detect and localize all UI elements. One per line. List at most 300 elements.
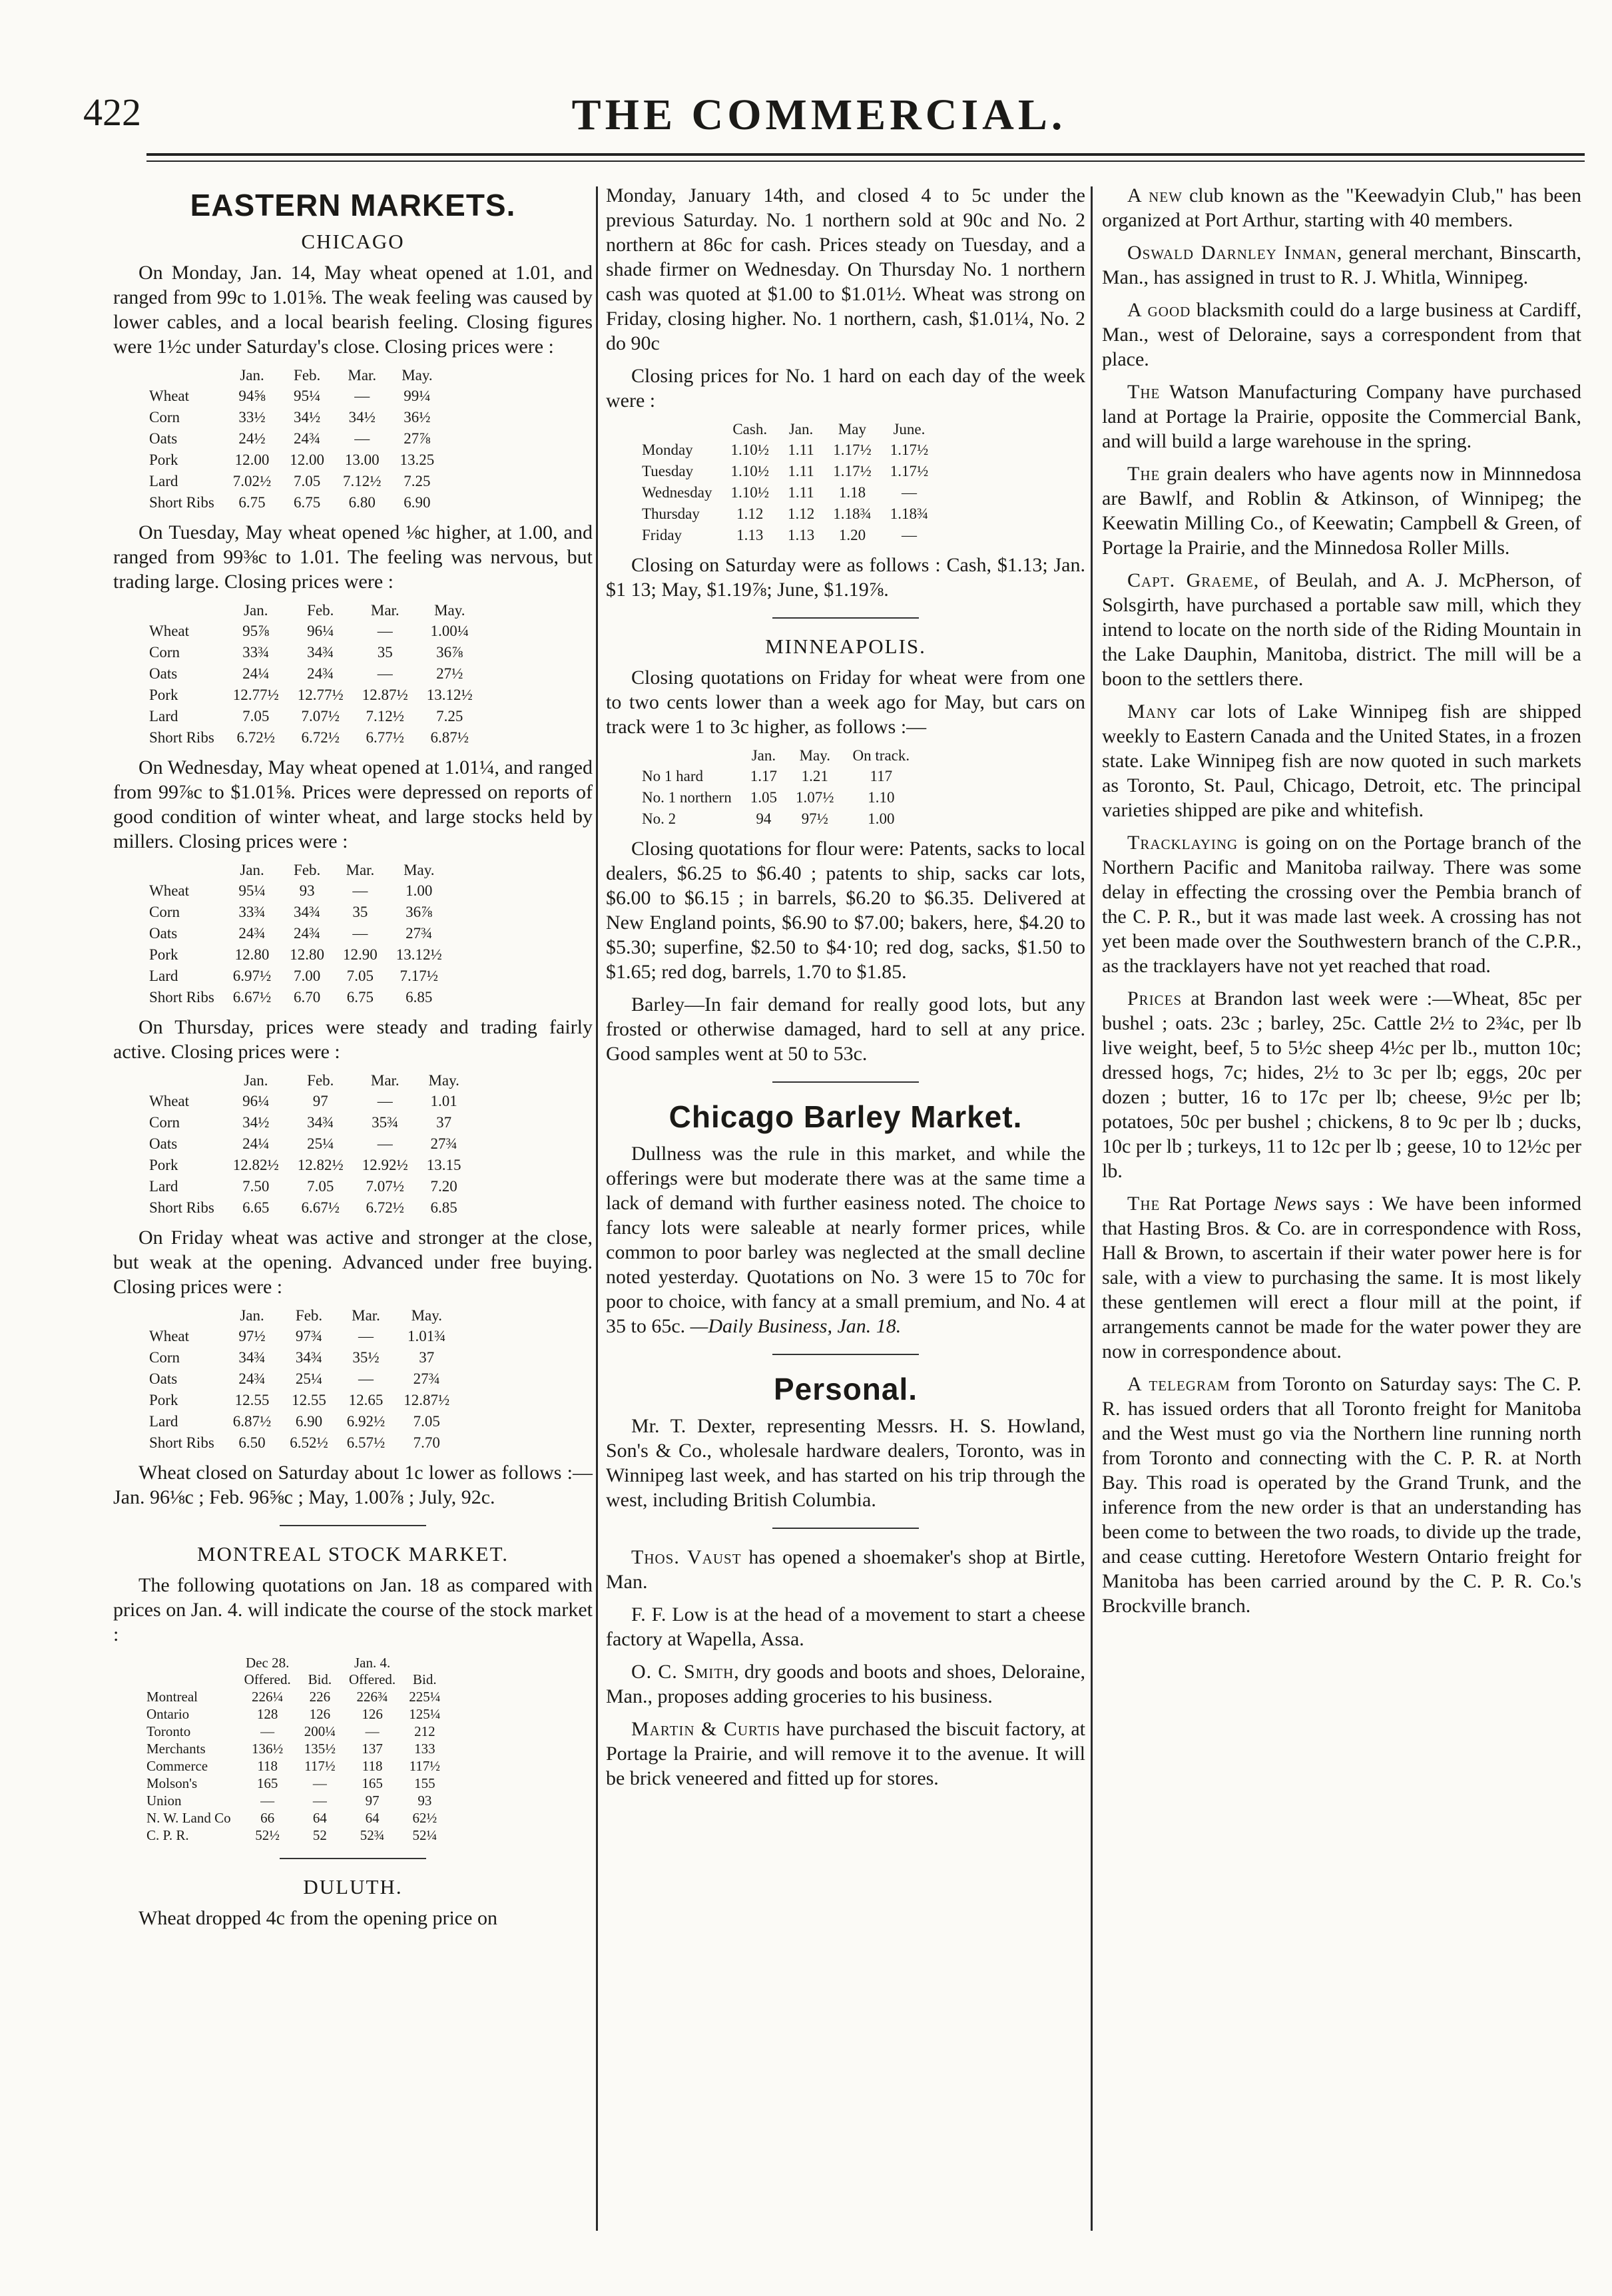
table-cell: 35 bbox=[377, 644, 393, 661]
chicago-barley-paragraph: Dullness was the rule in this market, and while the offerings were but moderate there was at the same time a lack of demand with further easiness noted. The choice to fancy lots were saleable at nearly former prices, while common to poor barley was neglected at the small decline noted yesterday. Quotations on No. 3 were 15 to 70c for poor to choice, with fancy at a small premium, and No. 4 at 35 to 65c. —Daily Business, Jan. 18. bbox=[606, 1143, 1085, 1337]
montreal-paragraph: The following quotations on Jan. 18 as compared with prices on Jan. 4. will indicate the course of the stock market : bbox=[113, 1574, 593, 1645]
table-cell: 7.00 bbox=[294, 968, 321, 984]
table-cell: 95¼ bbox=[238, 882, 266, 899]
table-cell: 225¼ bbox=[409, 1689, 441, 1705]
table-row bbox=[140, 1809, 447, 1827]
table-cell: Pork bbox=[149, 451, 178, 468]
table-cell: 33½ bbox=[238, 409, 266, 426]
table-row bbox=[140, 880, 451, 902]
friday-prices-table bbox=[140, 1307, 459, 1454]
table-cell: 117½ bbox=[409, 1758, 441, 1774]
table-cell: 62½ bbox=[412, 1810, 437, 1826]
column-header: Mar. bbox=[346, 862, 375, 878]
table-cell: 133 bbox=[414, 1741, 435, 1757]
eastern-markets-heading: EASTERN MARKETS. bbox=[190, 188, 516, 222]
table-cell: — bbox=[312, 1775, 327, 1791]
table-cell: 1.11 bbox=[788, 441, 814, 458]
column-header: May. bbox=[799, 747, 830, 764]
table-cell: 24¼ bbox=[242, 1135, 270, 1152]
column-header: Feb. bbox=[295, 1307, 323, 1324]
table-row bbox=[633, 808, 919, 830]
column-header: May. bbox=[428, 1072, 459, 1089]
minneapolis-header-row bbox=[633, 747, 919, 766]
table-cell: 7.05 bbox=[307, 1178, 334, 1195]
column-header bbox=[633, 747, 741, 766]
table-cell: Friday bbox=[642, 527, 682, 543]
table-cell: Merchants bbox=[146, 1741, 206, 1757]
table-cell: 1.13 bbox=[736, 527, 764, 543]
table-cell: 6.92½ bbox=[346, 1413, 386, 1430]
table-cell: Lard bbox=[149, 708, 178, 724]
table-cell: Oats bbox=[149, 925, 178, 942]
table-row bbox=[140, 1155, 471, 1176]
table-cell: 118 bbox=[257, 1758, 278, 1774]
news-item: Tracklaying is going on on the Portage branch of the Northern Pacific and Manitoba railway. There was some delay in effecting the crossing over the Pembia branch of the C. P. R., but it was made last week. A crossing has not yet been made over the Southwestern branch of the C.P.R., as the tracklayers have not yet reached that road. bbox=[1102, 832, 1581, 977]
table-cell: 212 bbox=[414, 1723, 435, 1739]
table-cell: 1.18¾ bbox=[833, 505, 872, 522]
table-cell: N. W. Land Co bbox=[146, 1810, 231, 1826]
table-cell: — bbox=[358, 1370, 374, 1387]
table-row bbox=[140, 428, 443, 449]
table-cell: 7.12½ bbox=[366, 708, 405, 724]
table-cell: 1.01¾ bbox=[407, 1328, 446, 1344]
table-row bbox=[140, 1112, 471, 1133]
minneapolis-table bbox=[633, 747, 919, 830]
table-cell: — bbox=[354, 430, 370, 447]
personal-low: F. F. Low is at the head of a movement to start a cheese factory at Wapella, Assa. bbox=[606, 1603, 1085, 1650]
table-cell: 7.05 bbox=[413, 1413, 440, 1430]
table-cell: 12.90 bbox=[343, 946, 378, 963]
table-cell: Wheat bbox=[149, 1328, 190, 1344]
column-header bbox=[140, 1655, 238, 1671]
table-row bbox=[140, 1688, 447, 1705]
table-cell: 52 bbox=[312, 1827, 327, 1843]
thursday-prices-table bbox=[140, 1072, 471, 1219]
barley-paragraph: Barley—In fair demand for really good lots, but any frosted or otherwise damaged, hard to sell at any price. Good samples went at 50 to 53c. bbox=[606, 994, 1085, 1065]
table-row bbox=[140, 1757, 447, 1775]
column-header bbox=[140, 367, 224, 386]
table-cell: 24¾ bbox=[238, 1370, 266, 1387]
table-cell: 35½ bbox=[352, 1349, 380, 1366]
table-cell: Wednesday bbox=[642, 484, 712, 501]
table-cell: 52¼ bbox=[412, 1827, 437, 1843]
table-cell: 1.18 bbox=[838, 484, 866, 501]
table-cell: 12.77½ bbox=[297, 687, 344, 703]
table-cell: — bbox=[358, 1328, 374, 1344]
table-cell: 13.12½ bbox=[426, 687, 473, 703]
table-cell: 34¾ bbox=[295, 1349, 323, 1366]
table-cell: 27½ bbox=[436, 665, 463, 682]
table-header-row bbox=[140, 1072, 471, 1091]
section-separator bbox=[113, 1518, 593, 1533]
section-separator bbox=[606, 1520, 1085, 1536]
column-2 bbox=[606, 183, 1085, 1799]
table-cell: Short Ribs bbox=[149, 1199, 214, 1216]
table-row bbox=[140, 727, 482, 748]
table-cell: 6.67½ bbox=[301, 1199, 340, 1216]
table-cell: Molson's bbox=[146, 1775, 198, 1791]
table-cell: 1.00¼ bbox=[430, 623, 469, 639]
table-cell: 6.72½ bbox=[301, 729, 340, 746]
wednesday-paragraph: On Wednesday, May wheat opened at 1.01¼, and ranged from 99⅞c to $1.01⅝. Prices were depressed on reports of good condition of winter wheat, and large stocks held by millers. Closing prices were : bbox=[113, 756, 593, 852]
table-cell: 52¾ bbox=[360, 1827, 385, 1843]
personal-smith: O. C. Smith, dry goods and boots and shoes, Deloraine, Man., proposes adding groceries to his business. bbox=[606, 1661, 1085, 1707]
table-cell: 136½ bbox=[252, 1741, 284, 1757]
masthead bbox=[40, 90, 1571, 156]
table-cell: 155 bbox=[414, 1775, 435, 1791]
table-cell: 64 bbox=[312, 1810, 327, 1826]
table-cell: 7.05 bbox=[242, 708, 270, 724]
table-row bbox=[140, 1176, 471, 1197]
table-cell: 34½ bbox=[348, 409, 376, 426]
table-cell: 1.10½ bbox=[730, 441, 769, 458]
table-cell: Corn bbox=[149, 1349, 180, 1366]
table-cell: 12.55 bbox=[292, 1392, 326, 1408]
table-cell: 97¾ bbox=[295, 1328, 323, 1344]
column-header: Cash. bbox=[732, 421, 768, 437]
table-cell: — bbox=[377, 623, 393, 639]
table-row bbox=[140, 407, 443, 428]
table-cell: 6.65 bbox=[242, 1199, 270, 1216]
news-item: The Rat Portage News says : We have been informed that Hasting Bros. & Co. are in correspondence with Ross, Hall & Brown, to ascertain if their water power here is for sale, with a view to purchasing the same. It is most likely these gentlemen will erect a flour mill at the point, if arrangements cannot be made for the water power they are now in correspondence about. bbox=[1102, 1193, 1581, 1362]
table-cell: 27¾ bbox=[405, 925, 433, 942]
table-cell: 6.70 bbox=[294, 989, 321, 1005]
table-row bbox=[633, 787, 919, 808]
table-cell: 118 bbox=[362, 1758, 383, 1774]
table-cell: 1.07½ bbox=[796, 789, 834, 806]
table-cell: 128 bbox=[256, 1706, 278, 1722]
tuesday-paragraph: On Tuesday, May wheat opened ⅛c higher, at 1.00, and ranged from 99⅜c to 1.01. The feeling was nervous, but trading large. Closing prices were : bbox=[113, 521, 593, 593]
column-header bbox=[140, 1671, 238, 1688]
column-header: May. bbox=[411, 1307, 442, 1324]
news-item: A telegram from Toronto on Saturday says: The C. P. R. has issued orders that all Toronto freight for Manitoba and the West must go via the Northern line running north from Toronto and connecting with the C. P. R. at North Bay. This road is operated by the Grand Trunk, and the inference from the new order is that an understanding has been come to between the two roads, to divide up the trade, and cease cutting. Heretofore Western Ontario freight for Manitoba has been carried around by the C. P. R. Co.'s Brockville branch. bbox=[1102, 1373, 1581, 1617]
table-cell: 34¾ bbox=[238, 1349, 266, 1366]
table-cell: 35¾ bbox=[372, 1114, 399, 1131]
column-header: Jan. bbox=[244, 602, 268, 619]
table-cell: 24¾ bbox=[294, 430, 321, 447]
table-cell: 97½ bbox=[801, 810, 828, 827]
table-cell: 6.97½ bbox=[232, 968, 272, 984]
table-cell: 7.05 bbox=[294, 473, 321, 489]
table-cell: 6.85 bbox=[430, 1199, 457, 1216]
chicago-heading: CHICAGO bbox=[301, 230, 405, 253]
table-cell: 7.25 bbox=[403, 473, 431, 489]
news-item: Oswald Darnley Inman, general merchant, Binscarth, Man., has assigned in trust to R. J. Whitla, Winnipeg. bbox=[1102, 242, 1581, 288]
table-cell: — bbox=[377, 1093, 393, 1109]
column-header: Jan. bbox=[751, 747, 776, 764]
table-cell: 12.87½ bbox=[403, 1392, 450, 1408]
duluth-heading: DULUTH. bbox=[303, 1875, 403, 1898]
table-cell: 1.17 bbox=[750, 768, 778, 784]
table-cell: 1.17½ bbox=[890, 441, 929, 458]
table-cell: 1.00 bbox=[868, 810, 895, 827]
table-cell: Lard bbox=[149, 968, 178, 984]
table-cell: 12.80 bbox=[290, 946, 325, 963]
table-cell: 36⅞ bbox=[436, 644, 463, 661]
table-cell: 12.82½ bbox=[297, 1157, 344, 1173]
table-cell: 6.90 bbox=[403, 494, 431, 511]
hard-header-row bbox=[633, 421, 938, 439]
news-item: A good blacksmith could do a large business at Cardiff, Man., west of Deloraine, says a correspondent from that place. bbox=[1102, 299, 1581, 370]
table-cell: 7.07½ bbox=[301, 708, 340, 724]
table-row bbox=[140, 1091, 471, 1112]
table-cell: Oats bbox=[149, 1135, 178, 1152]
table-cell: No. 2 bbox=[642, 810, 676, 827]
table-cell: — bbox=[377, 1135, 393, 1152]
table-cell: 24¼ bbox=[242, 665, 270, 682]
table-cell: 1.12 bbox=[787, 505, 815, 522]
table-cell: Tuesday bbox=[642, 463, 694, 479]
table-cell: Pork bbox=[149, 946, 178, 963]
table-cell: Oats bbox=[149, 1370, 178, 1387]
table-cell: 6.75 bbox=[238, 494, 266, 511]
table-cell: 13.12½ bbox=[396, 946, 442, 963]
table-cell: 7.25 bbox=[436, 708, 463, 724]
table-cell: 6.77½ bbox=[366, 729, 405, 746]
column-header bbox=[140, 1307, 224, 1326]
table-cell: 24¾ bbox=[294, 925, 321, 942]
table-cell: 7.12½ bbox=[343, 473, 382, 489]
table-cell: 13.00 bbox=[344, 451, 380, 468]
table-cell: Corn bbox=[149, 1114, 180, 1131]
chicago-barley-heading: Chicago Barley Market. bbox=[669, 1099, 1023, 1134]
table-cell: 93 bbox=[417, 1793, 432, 1809]
table-cell: — bbox=[260, 1723, 275, 1739]
table-row bbox=[140, 1347, 459, 1368]
table-cell: — bbox=[901, 527, 917, 543]
column-header: May. bbox=[434, 602, 465, 619]
table-row bbox=[140, 1740, 447, 1757]
wednesday-prices-table bbox=[140, 862, 451, 1008]
saturday-paragraph: Wheat closed on Saturday about 1c lower as follows :—Jan. 96⅛c ; Feb. 96⅝c ; May, 1.00⅞ ; July, 92c. bbox=[113, 1462, 593, 1508]
table-cell: Wheat bbox=[149, 623, 190, 639]
table-cell: — bbox=[354, 388, 370, 404]
table-cell: 24¾ bbox=[307, 665, 334, 682]
table-cell: 137 bbox=[362, 1741, 383, 1757]
table-cell: 6.52½ bbox=[290, 1434, 328, 1451]
table-row bbox=[140, 1432, 459, 1454]
table-cell: 99¼ bbox=[403, 388, 431, 404]
table-row bbox=[140, 944, 451, 966]
header-rule-thin bbox=[146, 160, 1585, 162]
table-cell: — bbox=[901, 484, 917, 501]
table-cell: 1.10 bbox=[868, 789, 895, 806]
column-header: May. bbox=[403, 862, 435, 878]
column-header bbox=[633, 421, 721, 439]
table-cell: 97 bbox=[312, 1093, 328, 1109]
column-header: Jan. bbox=[244, 1072, 268, 1089]
newspaper-title: THE COMMERCIAL. bbox=[571, 91, 1067, 139]
table-cell: — bbox=[352, 925, 368, 942]
table-cell: 7.05 bbox=[346, 968, 374, 984]
table-row bbox=[140, 1133, 471, 1155]
table-row bbox=[140, 1705, 447, 1723]
table-cell: 200¼ bbox=[304, 1723, 336, 1739]
column-header: Bid. bbox=[308, 1671, 332, 1687]
table-row bbox=[140, 966, 451, 987]
table-cell: 1.00 bbox=[405, 882, 433, 899]
column-header: Feb. bbox=[307, 1072, 334, 1089]
table-cell: Short Ribs bbox=[149, 1434, 214, 1451]
minneapolis-heading: MINNEAPOLIS. bbox=[765, 635, 926, 658]
table-cell: 226¼ bbox=[252, 1689, 284, 1705]
table-cell: 6.80 bbox=[348, 494, 376, 511]
table-row bbox=[633, 439, 938, 461]
table-cell: 34½ bbox=[294, 409, 321, 426]
column-divider bbox=[596, 186, 598, 2231]
table-cell: 27¾ bbox=[430, 1135, 457, 1152]
section-separator bbox=[113, 1851, 593, 1866]
table-cell: 117 bbox=[870, 768, 893, 784]
table-cell: Pork bbox=[149, 1157, 178, 1173]
section-separator bbox=[606, 1346, 1085, 1362]
table-cell: 6.50 bbox=[238, 1434, 266, 1451]
table-row bbox=[140, 1723, 447, 1740]
column-header: Mar. bbox=[370, 602, 400, 619]
table-row bbox=[140, 663, 482, 685]
table-cell: Lard bbox=[149, 1413, 178, 1430]
table-cell: No. 1 northern bbox=[642, 789, 732, 806]
column-header: May bbox=[838, 421, 867, 437]
column-header: Jan. bbox=[240, 1307, 264, 1324]
table-cell: 13.25 bbox=[400, 451, 435, 468]
table-cell: 25¼ bbox=[295, 1370, 323, 1387]
table-cell: 12.00 bbox=[290, 451, 325, 468]
table-row bbox=[140, 621, 482, 642]
table-row bbox=[140, 1827, 447, 1844]
hard-wheat-paragraph: Closing prices for No. 1 hard on each day of the week were : bbox=[606, 365, 1085, 412]
column-divider bbox=[1091, 186, 1093, 2231]
table-cell: Short Ribs bbox=[149, 729, 214, 746]
table-cell: 1.10½ bbox=[730, 463, 769, 479]
column-1 bbox=[113, 183, 593, 1938]
column-header bbox=[298, 1655, 342, 1671]
table-cell: No 1 hard bbox=[642, 768, 703, 784]
table-cell: 37 bbox=[436, 1114, 452, 1131]
duluth-paragraph: Wheat dropped 4c from the opening price on bbox=[138, 1907, 497, 1929]
saturday-close-paragraph: Closing on Saturday were as follows : Cash, $1.13; Jan. $1 13; May, $1.19⅞; June, $1.19⅞. bbox=[606, 554, 1085, 601]
duluth-continued: Monday, January 14th, and closed 4 to 5c under the previous Saturday. No. 1 northern sold at 90c and No. 2 northern at 86c for cash. Prices steady on Tuesday, and a shade firmer on Wednesday. On Thursday No. 1 northern cash was quoted at $1.00 to $1.01½. Wheat was strong on Friday, closing higher. No. 1 northern, cash, $1.01¼, No. 2 do 90c bbox=[606, 184, 1085, 354]
column-header: Feb. bbox=[294, 367, 321, 384]
table-cell: 1.17½ bbox=[890, 463, 929, 479]
column-header: May. bbox=[402, 367, 433, 384]
table-cell: 34¾ bbox=[307, 1114, 334, 1131]
table-cell: 12.82½ bbox=[232, 1157, 279, 1173]
table-cell: 1.20 bbox=[838, 527, 866, 543]
table-cell: 66 bbox=[260, 1810, 275, 1826]
column-header: Mar. bbox=[348, 367, 377, 384]
column-header: Bid. bbox=[413, 1671, 437, 1687]
table-cell: Commerce bbox=[146, 1758, 208, 1774]
stock-header-row bbox=[140, 1671, 447, 1688]
table-cell: 35 bbox=[352, 904, 368, 920]
news-item: Prices at Brandon last week were :—Wheat, 85c per bushel ; oats. 23c ; barley, 25c. Cattle 2½ to 2¾c, per lb live weight, beef, 5 to 5½c sheep 4½c per lb., mutton 10c; dressed hogs, 7c; hides, 2½ to 3c per lb; eggs, 20c per dozen ; butter, 16 to 17c per lb; cheese, 9½c per lb; potatoes, 50c per bushel ; chickens, 8 to 9c per lb ; ducks, 10c per lb ; turkeys, 11 to 12c per lb ; geese, 10 to 12½c per lb. bbox=[1102, 988, 1581, 1182]
table-cell: Lard bbox=[149, 473, 178, 489]
table-cell: 1.17½ bbox=[833, 463, 872, 479]
table-cell: — bbox=[352, 882, 368, 899]
news-item: The grain dealers who have agents now in Minnnedosa are Bawlf, and Roblin & Atkinson, of Winnipeg; the Keewatin Milling Co., of Keewatin; Campbell & Green, of Portage la Prairie, and the Minnedosa Roller Mills. bbox=[1102, 463, 1581, 559]
table-cell: Wheat bbox=[149, 1093, 190, 1109]
table-cell: 135½ bbox=[304, 1741, 336, 1757]
personal-heading: Personal. bbox=[773, 1372, 918, 1406]
table-row bbox=[140, 1411, 459, 1432]
table-cell: 7.70 bbox=[413, 1434, 440, 1451]
table-cell: 1.11 bbox=[788, 463, 814, 479]
table-cell: 24½ bbox=[238, 430, 266, 447]
table-cell: Corn bbox=[149, 904, 180, 920]
table-cell: 6.72½ bbox=[366, 1199, 405, 1216]
table-cell: 6.75 bbox=[294, 494, 321, 511]
table-cell: 1.01 bbox=[430, 1093, 457, 1109]
column-header bbox=[140, 602, 224, 621]
table-cell: 6.75 bbox=[346, 989, 374, 1005]
table-cell: 1.21 bbox=[801, 768, 828, 784]
column-header: June. bbox=[893, 421, 926, 437]
table-cell: 117½ bbox=[304, 1758, 336, 1774]
table-cell: Lard bbox=[149, 1178, 178, 1195]
table-cell: 6.90 bbox=[295, 1413, 323, 1430]
personal-vaust: Thos. Vaust has opened a shoemaker's shop at Birtle, Man. bbox=[606, 1546, 1086, 1593]
thursday-paragraph: On Thursday, prices were steady and trading fairly active. Closing prices were : bbox=[113, 1016, 593, 1063]
table-cell: 126 bbox=[309, 1706, 331, 1722]
column-header: Mar. bbox=[370, 1072, 400, 1089]
table-cell: 1.18¾ bbox=[890, 505, 929, 522]
table-row bbox=[633, 525, 938, 546]
monday-prices-table bbox=[140, 367, 443, 513]
monday-paragraph: On Monday, Jan. 14, May wheat opened at 1.01, and ranged from 99c to 1.01⅝. The weak feeling was caused by lower cables, and a local bearish feeling. Closing figures were 1½c under Saturday's close. Closing prices were : bbox=[113, 262, 593, 358]
table-cell: 12.65 bbox=[348, 1392, 384, 1408]
table-cell: 52½ bbox=[255, 1827, 280, 1843]
table-cell: 36½ bbox=[403, 409, 431, 426]
table-header-row bbox=[140, 862, 451, 880]
table-cell: 37 bbox=[419, 1349, 435, 1366]
column-header bbox=[402, 1655, 447, 1671]
table-row bbox=[140, 1390, 459, 1411]
table-cell: 1.11 bbox=[788, 484, 814, 501]
table-cell: Montreal bbox=[146, 1689, 198, 1705]
table-cell: 96¼ bbox=[307, 623, 334, 639]
table-cell: 7.17½ bbox=[400, 968, 439, 984]
table-cell: 6.67½ bbox=[232, 989, 272, 1005]
table-row bbox=[140, 386, 443, 407]
table-row bbox=[140, 987, 451, 1008]
column-header: Jan. bbox=[240, 367, 264, 384]
table-cell: Ontario bbox=[146, 1706, 190, 1722]
header-rule bbox=[146, 153, 1585, 156]
table-row bbox=[140, 923, 451, 944]
table-cell: 33¾ bbox=[242, 644, 270, 661]
table-cell: 7.20 bbox=[430, 1178, 457, 1195]
table-cell: — bbox=[260, 1793, 275, 1809]
table-cell: 25¼ bbox=[307, 1135, 334, 1152]
table-cell: 94⅝ bbox=[238, 388, 266, 404]
hard-wheat-table bbox=[633, 421, 938, 546]
table-row bbox=[140, 706, 482, 727]
table-cell: 1.10½ bbox=[730, 484, 769, 501]
table-cell: — bbox=[365, 1723, 380, 1739]
column-header: On track. bbox=[852, 747, 910, 764]
table-cell: 7.02½ bbox=[232, 473, 272, 489]
news-item: Capt. Graeme, of Beulah, and A. J. McPherson, of Solsgirth, have purchased a portable saw mill, which they intend to locate on the north side of the Riding Mountain in the Lake Dauphin, Manitoba, district. The mill will be a boon to the settlers there. bbox=[1102, 569, 1581, 690]
table-row bbox=[140, 1197, 471, 1219]
table-cell: Union bbox=[146, 1793, 182, 1809]
column-header: Jan. bbox=[240, 862, 264, 878]
column-header bbox=[140, 862, 224, 880]
table-cell: 125¼ bbox=[409, 1706, 441, 1722]
table-cell: Toronto bbox=[146, 1723, 191, 1739]
table-cell: 226¾ bbox=[356, 1689, 388, 1705]
table-cell: Monday bbox=[642, 441, 693, 458]
